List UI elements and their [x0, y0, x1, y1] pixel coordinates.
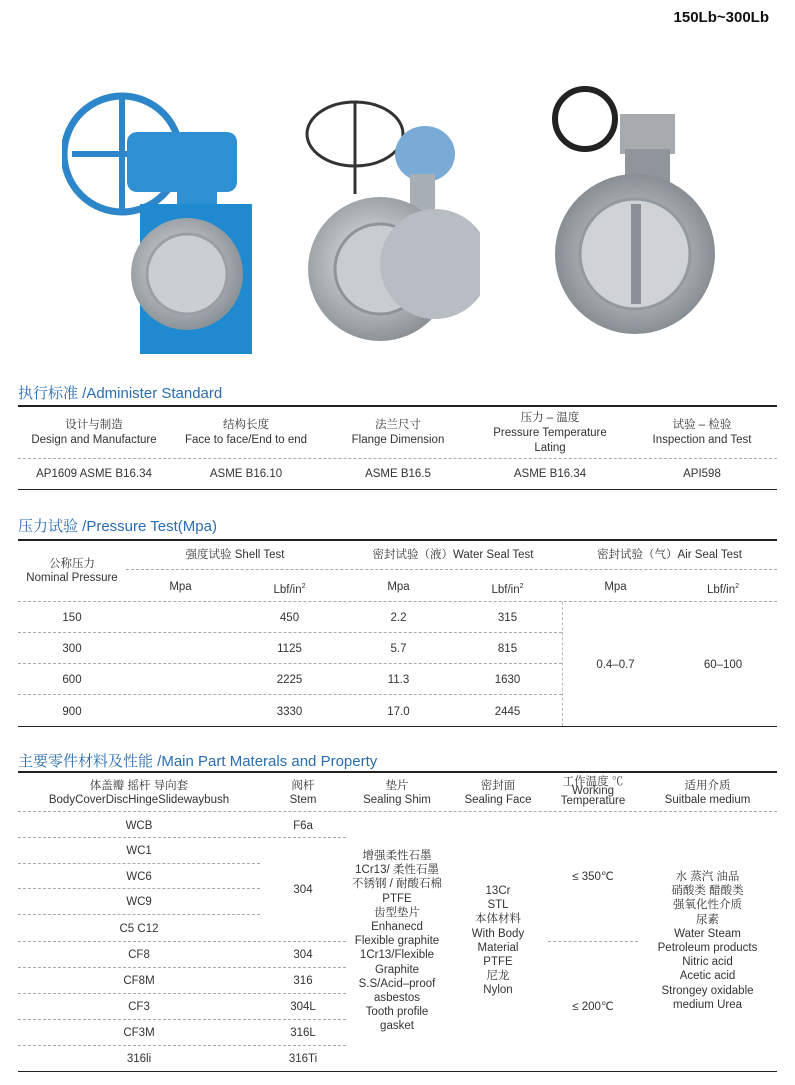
h-face-cn: 密封面 [480, 780, 516, 792]
std-col-pt-en: Pressure Temperature [493, 427, 607, 439]
nominal-pressure-en: Nominal Pressure [26, 572, 118, 584]
shim-item: S.S/Acid–proof [358, 977, 436, 990]
pressure-section-title: 压力试验 /Pressure Test(Mpa) [18, 518, 217, 535]
h-temp-en1: Working [572, 785, 614, 797]
pt-row-water-lbf: 815 [497, 643, 518, 655]
body-material: CF3 [128, 1001, 150, 1013]
std-val-flange: ASME B16.5 [365, 468, 431, 480]
std-val-pt: ASME B16.34 [513, 468, 587, 480]
pressure-bottom-rule [18, 726, 777, 727]
body-material: CF8 [128, 949, 150, 961]
pt-row-shell-lbf: 450 [279, 612, 300, 624]
pt-row-shell-lbf: 1125 [277, 643, 302, 655]
air-mpa-label: Mpa [604, 581, 627, 593]
pressure-top-rule [18, 539, 777, 541]
shim-item: 不锈钢 / 耐酸石棉 [351, 878, 443, 891]
stem-material-304: 304 [293, 884, 313, 896]
temp-low: ≤ 200℃ [572, 1001, 614, 1013]
water-lbf-label: Lbf/$in^2$ [491, 583, 524, 596]
std-col-pt-en2: Lating [534, 442, 566, 454]
shim-item: 增强柔性石墨 [362, 850, 432, 862]
body-divider [18, 863, 260, 864]
pt-row-np: 150 [62, 612, 82, 624]
body-material: 316li [126, 1053, 152, 1065]
pt-row-water-lbf: 2445 [494, 706, 521, 718]
materials-section-title: 主要零件材料及性能 /Main Part Materals and Property [18, 753, 378, 770]
std-col-design-cn: 设计与制造 [65, 419, 123, 431]
h-stem-cn: 阀杆 [291, 780, 315, 792]
body-material: WC6 [126, 871, 152, 883]
body-material: WC1 [126, 845, 152, 857]
blue-lug-valve-image [62, 84, 252, 354]
body-divider [18, 1019, 346, 1020]
pt-row-shell-lbf: 2225 [276, 674, 303, 686]
shim-item: 1Cr13/Flexible [359, 949, 435, 962]
temp-high: ≤ 350℃ [572, 871, 614, 883]
medium-item: medium Urea [672, 998, 743, 1011]
medium-item: Acetic acid [679, 970, 736, 983]
std-col-face-cn: 结构长度 [223, 419, 269, 431]
standard-bottom-rule [18, 489, 777, 490]
face-item: With Body [471, 927, 525, 940]
body-divider [18, 837, 346, 838]
air-seal-header: 密封试验（气）Air Seal Test [597, 549, 742, 561]
stem-material-304: 304 [293, 949, 313, 961]
body-divider [18, 914, 260, 915]
pt-row-water-lbf: 315 [497, 612, 518, 624]
medium-item: Strongey oxidable [661, 984, 754, 997]
face-item: 本体材料 [475, 913, 521, 926]
std-val-face: ASME B16.10 [209, 468, 283, 480]
std-divider [18, 458, 777, 459]
face-item: Material [477, 941, 519, 954]
air-mpa-value: 0.4–0.7 [596, 659, 635, 671]
face-item: STL [487, 899, 509, 912]
body-divider [18, 1045, 346, 1046]
face-item: 尼龙 [486, 970, 510, 983]
sealing-shim-list [346, 849, 448, 1034]
pt-row-water-mpa: 11.3 [387, 674, 410, 686]
body-material: CF3M [123, 1027, 155, 1039]
shim-item: 齿型垫片 [374, 906, 420, 919]
air-lbf-value: 60–100 [703, 659, 743, 671]
stem-material-f6a: F6a [293, 820, 313, 832]
mat-header-divider [18, 811, 777, 812]
body-material: WC9 [126, 896, 152, 908]
pt-row-water-mpa: 17.0 [387, 706, 410, 718]
shell-test-header: 强度试验 Shell Test [185, 549, 285, 561]
pt-header-divider [18, 601, 777, 602]
medium-item: 硝酸类 醋酸类 [671, 885, 744, 898]
face-item: PTFE [483, 956, 513, 969]
std-col-inspect-en: Inspection and Test [652, 434, 752, 446]
std-col-flange-en: Flange Dimension [351, 434, 445, 446]
medium-item: Petroleum products [657, 942, 758, 955]
shim-item: Enhanecd [371, 921, 423, 934]
standard-section-title: 执行标准 /Administer Standard [18, 385, 223, 402]
shim-item: Graphite [374, 963, 420, 976]
materials-bottom-rule [18, 1071, 777, 1072]
medium-item: Nitric acid [682, 956, 733, 969]
materials-top-rule [18, 771, 777, 773]
water-mpa-label: Mpa [387, 581, 410, 593]
medium-item: Water Steam [674, 927, 741, 940]
medium-item: 强氧化性介质 [673, 899, 742, 912]
std-col-pt-cn: 压力 – 温度 [520, 412, 580, 424]
shell-lbf-label: Lbf/$in^2$ [273, 583, 306, 596]
sealing-face-list [448, 884, 548, 998]
body-material: WCB [125, 820, 153, 832]
body-divider [18, 888, 260, 889]
shim-item: Tooth profile [365, 1006, 429, 1019]
shim-item: 1Cr13/ 柔性石墨 [355, 864, 439, 877]
pt-row-shell-lbf: 3330 [276, 706, 303, 718]
h-medium-en: Suitbale medium [664, 794, 751, 806]
air-lbf-label: Lbf/$in^2$ [706, 583, 740, 596]
stem-material-316ti: 316Ti [288, 1053, 318, 1065]
shim-item: Flexible graphite [354, 935, 440, 948]
std-val-design: AP1609 ASME B16.34 [36, 468, 152, 480]
pressure-class-label: 150Lb~300Lb [673, 9, 769, 26]
std-val-inspect: API598 [683, 468, 721, 480]
water-seal-header: 密封试验（液）Water Seal Test [372, 549, 534, 561]
shim-item: gasket [380, 1020, 414, 1033]
gray-flanged-valve-image [545, 84, 725, 344]
nominal-pressure-cn: 公称压力 [49, 558, 95, 570]
std-col-flange-cn: 法兰尺寸 [375, 419, 421, 431]
face-item: Nylon [483, 984, 513, 997]
pt-row-divider [18, 694, 562, 695]
pt-row-np: 600 [62, 674, 82, 686]
std-col-inspect-cn: 试验 – 检验 [672, 419, 732, 431]
shell-mpa-label: Mpa [169, 581, 192, 593]
h-temp-en2: Temperature [560, 795, 626, 807]
shim-item: PTFE [382, 892, 412, 905]
stem-material-304l: 304L [290, 1001, 316, 1013]
h-temp-cn: 工作温度 ℃ [562, 776, 624, 788]
temp-divider [548, 941, 638, 942]
body-material: C5 C12 [119, 923, 159, 935]
medium-item: 水 蒸汽 油品 [675, 871, 740, 883]
h-shim-cn: 垫片 [385, 780, 409, 792]
body-material: CF8M [123, 975, 155, 987]
h-body-cn: 体盖瓣 摇杆 导向套 [89, 780, 189, 792]
pt-row-divider [18, 632, 562, 633]
body-divider [18, 967, 346, 968]
h-face-en: Sealing Face [464, 794, 532, 806]
pt-row-np: 900 [62, 706, 82, 718]
pt-row-divider [18, 663, 562, 664]
body-divider [18, 941, 346, 942]
product-photos [0, 70, 795, 360]
pt-row-np: 300 [62, 643, 82, 655]
face-item: 13Cr [485, 885, 511, 897]
standard-top-rule [18, 405, 777, 407]
std-col-design-en: Design and Manufacture [31, 434, 157, 446]
steel-flanged-valve-image [300, 84, 480, 364]
stem-material-316l: 316L [290, 1027, 316, 1039]
pt-row-water-mpa: 2.2 [390, 612, 407, 624]
pt-subheader-divider [126, 569, 777, 570]
h-shim-en: Sealing Shim [363, 794, 431, 806]
medium-item: 尿素 [696, 913, 719, 926]
body-divider [18, 993, 346, 994]
suitable-medium-list [638, 870, 777, 1012]
shim-item: asbestos [373, 992, 421, 1005]
pt-row-water-mpa: 5.7 [390, 643, 407, 655]
std-col-face-en: Face to face/End to end [184, 434, 308, 446]
stem-material-316: 316 [293, 975, 313, 987]
h-stem-en: Stem [289, 794, 317, 806]
h-body-en: BodyCoverDiscHingeSlidewaybush [48, 794, 230, 806]
h-medium-cn: 适用介质 [684, 780, 731, 792]
pt-row-water-lbf: 1630 [494, 674, 521, 686]
